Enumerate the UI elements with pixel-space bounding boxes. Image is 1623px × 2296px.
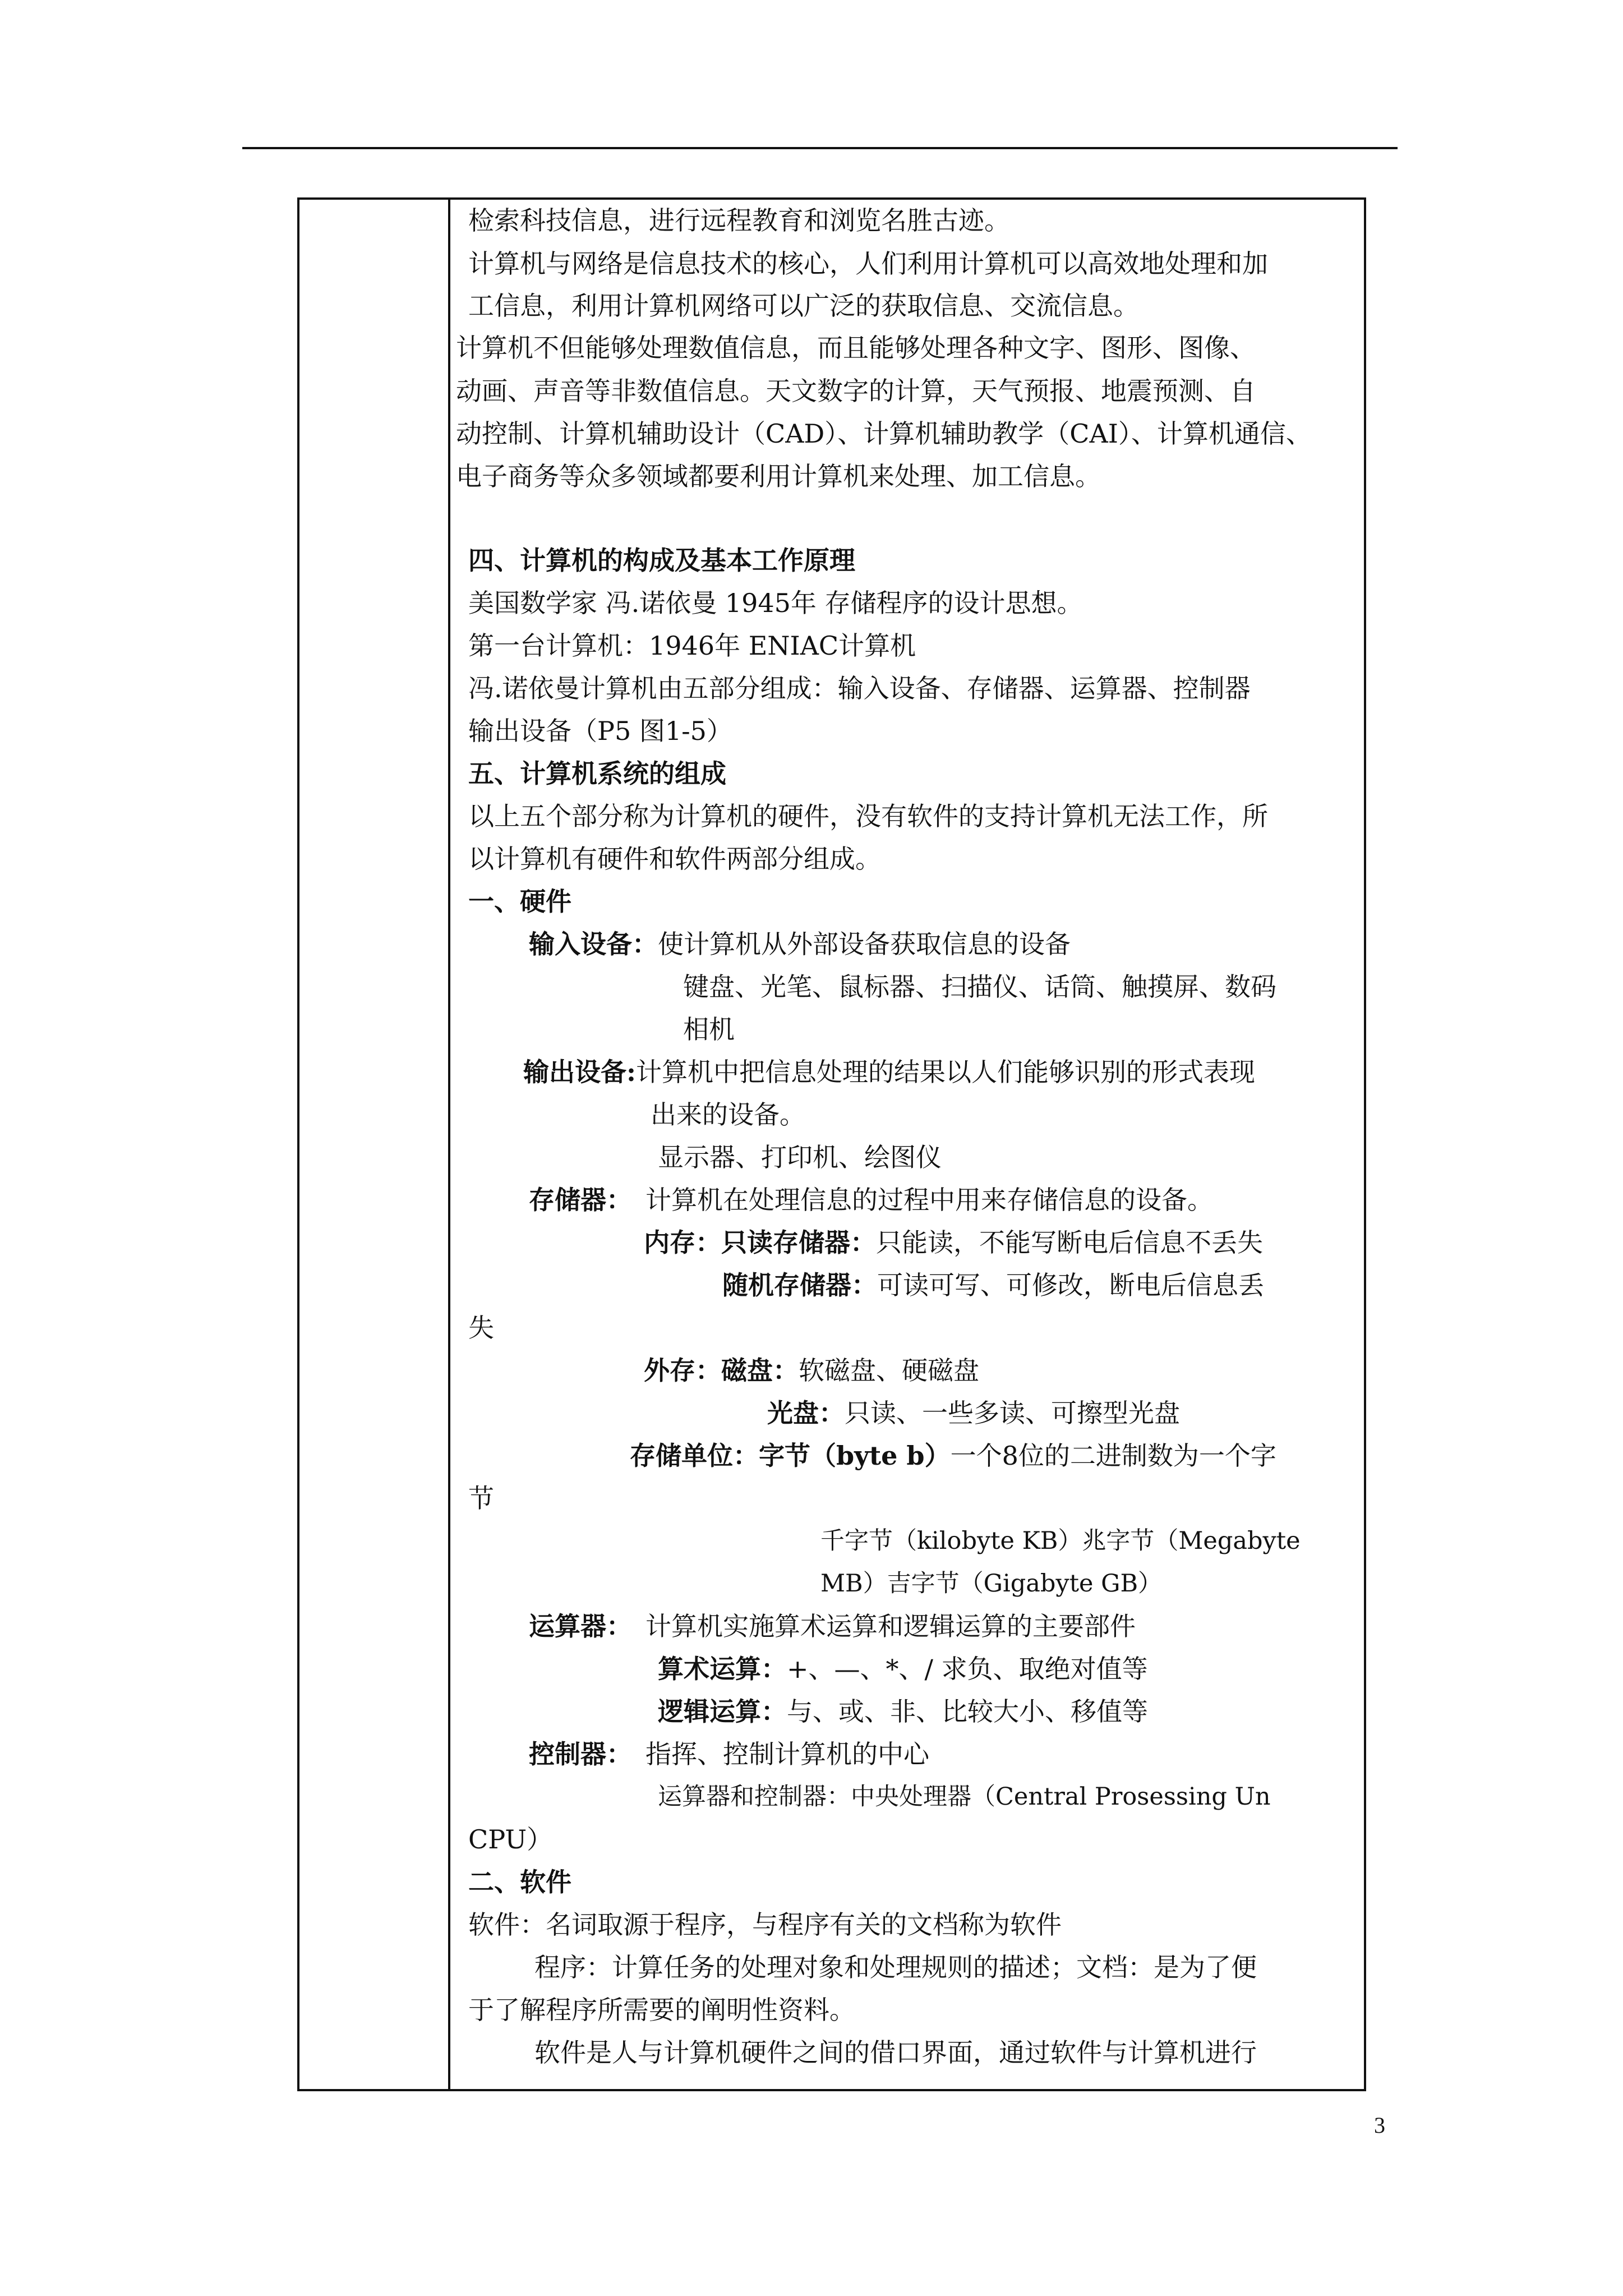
term-label: 存储器： [529,1185,632,1215]
term-label: 控制器： [529,1739,632,1769]
text-line: 输出设备（P5 图1-5） [468,716,732,746]
term-desc: 软磁盘、硬磁盘 [799,1355,979,1386]
term-label: 内存：只读存储器： [644,1227,876,1258]
text-line: 于了解程序所需要的阐明性资料。 [468,1995,855,2025]
term-label: 算术运算： [658,1654,787,1684]
text-line: 动画、声音等非数值信息。天文数字的计算，天气预报、地震预测、自 [456,376,1256,406]
subsection-heading: 二、软件 [468,1867,571,1897]
term-label: 运算器： [529,1611,632,1641]
text-line: 运算器和控制器：中央处理器（Central Prosessing Un [658,1783,1271,1811]
content-table [297,197,1366,2091]
text-line: CPU） [468,1824,553,1855]
text-line [644,1226,1263,1259]
text-line: 电子商务等众多领域都要利用计算机来处理、加工信息。 [456,461,1101,491]
term-label: 外存：磁盘： [644,1355,799,1386]
text-line: 程序：计算任务的处理对象和处理规则的描述；文档：是为了便 [534,1952,1257,1982]
text-line [767,1397,1180,1429]
term-label: 存储单位：字节（byte b） [630,1441,951,1471]
text-line: 出来的设备。 [651,1099,805,1130]
text-line: 美国数学家 冯.诺依曼 1945年 存储程序的设计思想。 [468,588,1083,618]
term-desc: 与、或、非、比较大小、移值等 [787,1696,1148,1727]
page-number: 3 [1374,2113,1385,2138]
text-line [722,1269,1264,1301]
text-line: 以计算机有硬件和软件两部分组成。 [468,844,881,874]
text-line: 计算机不但能够处理数值信息，而且能够处理各种文字、图形、图像、 [456,333,1256,363]
text-line [529,928,1071,960]
text-line [529,1184,1213,1216]
term-label: 光盘： [767,1398,845,1428]
text-line: 工信息，利用计算机网络可以广泛的获取信息、交流信息。 [468,291,1139,321]
text-line [658,1653,1148,1685]
subsection-heading: 一、硬件 [468,886,571,917]
text-line: 冯.诺依曼计算机由五部分组成：输入设备、存储器、运算器、控制器 [468,673,1251,703]
term-desc: 可读可写、可修改，断电后信息丢 [877,1270,1264,1300]
term-desc: 使计算机从外部设备获取信息的设备 [658,929,1071,959]
term-label: 输出设备: [523,1057,636,1087]
text-line: 计算机与网络是信息技术的核心，人们利用计算机可以高效地处理和加 [468,249,1268,279]
text-line [529,1610,1136,1642]
section-heading: 五、计算机系统的组成 [468,758,726,789]
text-line [523,1056,1255,1088]
text-line: 软件：名词取源于程序，与程序有关的文档称为软件 [468,1910,1062,1940]
term-desc: 只能读，不能写断电后信息不丢失 [876,1227,1263,1258]
term-desc: +、—、*、/ 求负、取绝对值等 [787,1654,1148,1684]
term-label: 逻辑运算： [658,1696,787,1727]
text-line: 检索科技信息，进行远程教育和浏览名胜古迹。 [468,205,1010,236]
term-desc: 计算机实施算术运算和逻辑运算的主要部件 [645,1611,1136,1641]
term-desc: 一个8位的二进制数为一个字 [950,1441,1276,1471]
term-desc: 计算机中把信息处理的结果以人们能够识别的形式表现 [635,1057,1255,1087]
text-line: 显示器、打印机、绘图仪 [658,1142,942,1172]
text-line: 软件是人与计算机硬件之间的借口界面，通过软件与计算机进行 [534,2037,1257,2068]
term-desc: 只读、一些多读、可擦型光盘 [845,1398,1180,1428]
column-divider [448,200,450,2089]
text-line: MB）吉字节（Gigabyte GB） [820,1570,1163,1598]
term-label: 输入设备： [529,929,658,959]
text-line: 失 [468,1313,494,1343]
text-line: 键盘、光笔、鼠标器、扫描仪、话筒、触摸屏、数码 [683,972,1276,1002]
term-label: 随机存储器： [722,1270,877,1300]
text-line: 以上五个部分称为计算机的硬件，没有软件的支持计算机无法工作，所 [468,801,1268,831]
text-line [658,1695,1148,1728]
text-line [644,1354,979,1387]
text-line: 动控制、计算机辅助设计（CAD）、计算机辅助教学（CAI）、计算机通信、 [456,418,1312,449]
text-line: 千字节（kilobyte KB）兆字节（Megabyte [820,1527,1301,1555]
term-desc: 计算机在处理信息的过程中用来存储信息的设备。 [645,1185,1213,1215]
text-line: 相机 [683,1014,735,1045]
section-heading: 四、计算机的构成及基本工作原理 [468,545,855,576]
text-line: 节 [468,1483,494,1513]
header-rule [242,147,1398,149]
text-line: 第一台计算机：1946年 ENIAC计算机 [468,631,916,661]
term-desc: 指挥、控制计算机的中心 [645,1739,929,1769]
text-line [529,1738,929,1770]
content-cell [456,200,1364,2089]
text-line [630,1439,1276,1472]
